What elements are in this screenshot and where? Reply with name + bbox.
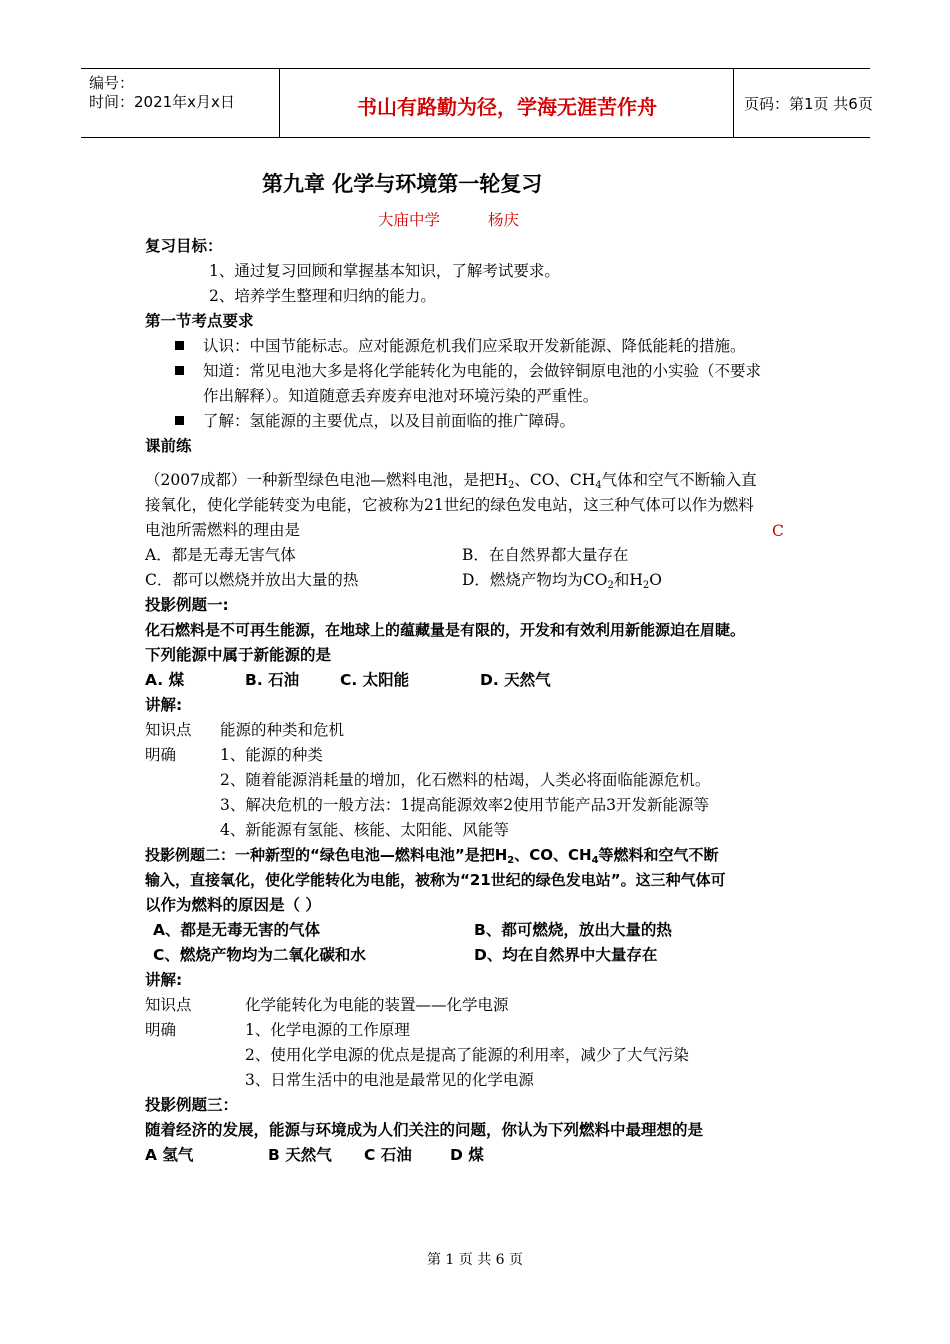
pre-question-line3: 电池所需燃料的理由是 [145, 521, 301, 539]
pre-question-line2: 接氧化，使化学能转变为电能，它被称为21世纪的绿色发电站，这三种气体可以作为燃料 [145, 496, 754, 514]
explain2-point-3: 3、日常生活中的电池是最常见的化学电源 [245, 1071, 534, 1089]
document-time-label: 时间：2021年x月x日 [89, 93, 235, 111]
example3-heading: 投影例题三： [145, 1096, 239, 1114]
explain1-point-2: 2、随着能源消耗量的增加，化石燃料的枯竭，人类必将面临能源危机。 [220, 771, 711, 789]
goal-item-1: 1、通过复习回顾和掌握基本知识，了解考试要求。 [209, 262, 560, 280]
example3-option-b: B 天然气 [268, 1146, 332, 1164]
header-right-cell [734, 69, 873, 137]
example1-option-b: B. 石油 [245, 671, 300, 689]
example1-heading: 投影例题一: [145, 596, 229, 614]
example3-option-a: A 氢气 [145, 1146, 194, 1164]
example2-option-d: D、均在自然界中大量存在 [474, 946, 658, 964]
header-page-info: 页码：第1页 共6页 [744, 95, 873, 113]
clarify-label: 明确 [145, 746, 177, 764]
knowledge-point-text: 化学能转化为电能的装置——化学电源 [245, 996, 509, 1014]
example2-option-b: B、都可燃烧，放出大量的热 [474, 921, 672, 939]
header-left-cell [81, 69, 280, 137]
pre-option-b: B．在自然界都大量存在 [462, 546, 629, 564]
knowledge-point-label: 知识点 [145, 721, 192, 739]
header-motto: 书山有路勤为径，学海无涯苦作舟 [357, 95, 657, 119]
explain1-point-1: 1、能源的种类 [220, 746, 323, 764]
author-name: 杨庆 [488, 211, 520, 229]
explain1-point-4: 4、新能源有氢能、核能、太阳能、风能等 [220, 821, 509, 839]
example2-option-a: A、都是无毒无害的气体 [153, 921, 320, 939]
explain-heading: 讲解: [145, 696, 183, 714]
clarify-label: 明确 [145, 1021, 177, 1039]
example2-line3: 以作为燃料的原因是（ ） [145, 896, 321, 914]
example3-option-d: D 煤 [450, 1146, 484, 1164]
pre-question-line1: （2007成都）一种新型绿色电池—燃料电池，是把$H_2$、CO、$CH_4$气体和空气不断输入直 [145, 471, 757, 491]
explain2-point-2: 2、使用化学电源的优点是提高了能源的利用率，减少了大气污染 [245, 1046, 689, 1064]
requirement-3: 了解：氢能源的主要优点，以及目前面临的推广障碍。 [203, 412, 576, 430]
example1-option-a: A. 煤 [145, 671, 185, 689]
requirement-2-line2: 作出解释）。知道随意丢弃废弃电池对环境污染的严重性。 [203, 387, 599, 405]
example2-option-c: C、燃烧产物均为二氧化碳和水 [153, 946, 366, 964]
example3-line1: 随着经济的发展，能源与环境成为人们关注的问题，你认为下列燃料中最理想的是 [145, 1121, 704, 1139]
header-middle-cell [280, 69, 734, 137]
explain2-point-1: 1、化学电源的工作原理 [245, 1021, 410, 1039]
knowledge-point-text: 能源的种类和危机 [220, 721, 345, 739]
example1-option-c: C. 太阳能 [340, 671, 410, 689]
goals-heading: 复习目标： [145, 237, 223, 255]
example1-option-d: D. 天然气 [480, 671, 551, 689]
document-number-label: 编号： [89, 74, 135, 92]
section1-heading: 第一节考点要求 [145, 312, 254, 330]
explain1-point-3: 3、解决危机的一般方法：1提高能源效率2使用节能产品3开发新能源等 [220, 796, 709, 814]
bullet-icon [175, 416, 184, 425]
header-table [81, 68, 873, 138]
goal-item-2: 2、培养学生整理和归纳的能力。 [209, 287, 436, 305]
bullet-icon [175, 366, 184, 375]
pre-practice-heading: 课前练 [145, 437, 192, 455]
example1-line2: 下列能源中属于新能源的是 [145, 646, 332, 664]
pre-option-d: D．燃烧产物均为$CO_2$和$H_2O$ [462, 571, 662, 591]
example2-line1: 投影例题二：一种新型的“绿色电池—燃料电池”是把$H_2$、CO、$CH_4$等燃料和空气不断 [145, 846, 719, 866]
pre-question-answer: C [772, 522, 784, 540]
page-title: 第九章 化学与环境第一轮复习 [262, 172, 543, 196]
bullet-icon [175, 341, 184, 350]
example2-line2: 输入，直接氧化，使化学能转化为电能，被称为“21世纪的绿色发电站”。这三种气体可 [145, 871, 726, 889]
explain-heading: 讲解: [145, 971, 183, 989]
author-school: 大庙中学 [378, 211, 441, 229]
requirement-2-line1: 知道：常见电池大多是将化学能转化为电能的，会做锌铜原电池的小实验（不要求 [203, 362, 762, 380]
page-footer: 第 1 页 共 6 页 [426, 1252, 524, 1268]
example3-option-c: C 石油 [364, 1146, 412, 1164]
requirement-1: 认识：中国节能标志。应对能源危机我们应采取开发新能源、降低能耗的措施。 [203, 337, 746, 355]
pre-option-a: A．都是无毒无害气体 [145, 546, 296, 564]
pre-option-c: C．都可以燃烧并放出大量的热 [145, 571, 359, 589]
knowledge-point-label: 知识点 [145, 996, 192, 1014]
example1-line1: 化石燃料是不可再生能源，在地球上的蕴藏量是有限的，开发和有效利用新能源迫在眉睫。 [145, 621, 746, 639]
